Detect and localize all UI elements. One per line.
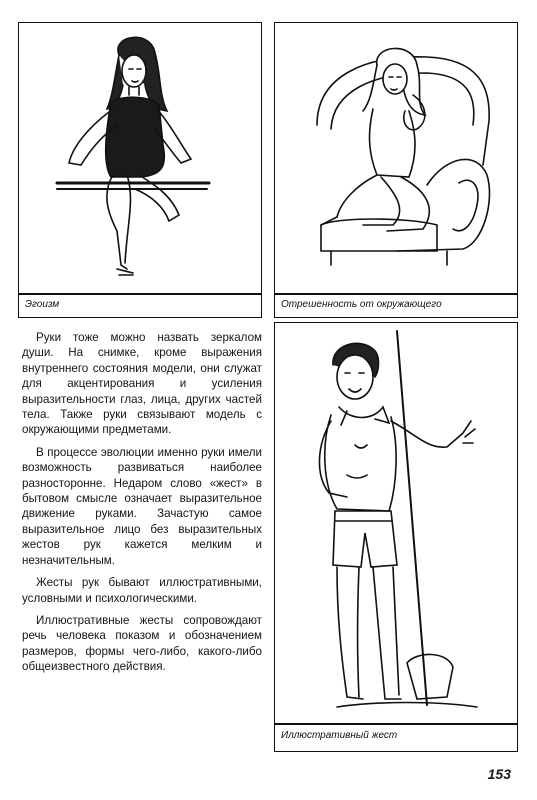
page-number: 153 bbox=[487, 766, 511, 782]
figure-detachment bbox=[274, 22, 518, 318]
body-text bbox=[22, 330, 262, 682]
figure-caption: Иллюстративный жест bbox=[281, 730, 398, 741]
figure-illustrative-gesture bbox=[274, 322, 518, 752]
figure-caption: Эгоизм bbox=[25, 299, 60, 310]
paragraph: Иллюстративные жесты сопровождают речь человека показом и обозначением размеров, формы чего-либо, какого-либо общеизвестного действия. bbox=[22, 613, 262, 674]
man-with-pole-gesturing-illustration bbox=[277, 325, 517, 725]
seated-woman-crossed-legs-illustration bbox=[21, 25, 261, 295]
paragraph: В процессе эволюции именно руки имели возможность развиваться наиболее разносторонне. Недаром слово «жест» в бытовом смысле означает выразительное движение руками. Зачастую самое выразительное лицо без выразительных жестов рук кажется мелким и незначительным. bbox=[22, 445, 262, 567]
figure-egoism bbox=[18, 22, 262, 318]
paragraph: Руки тоже можно назвать зеркалом души. На снимке, кроме выражения внутреннего состояния модели, они служат для акцентирования и усиления выразительности глаз, лица, других частей тела. Также руки связывают модель с окружающими предметами. bbox=[22, 331, 262, 437]
figure-caption: Отрешенность от окружающего bbox=[281, 299, 442, 310]
woman-in-armchair-illustration bbox=[277, 25, 517, 295]
paragraph: Жесты рук бывают иллюстративными, условными и психологическими. bbox=[22, 576, 262, 605]
